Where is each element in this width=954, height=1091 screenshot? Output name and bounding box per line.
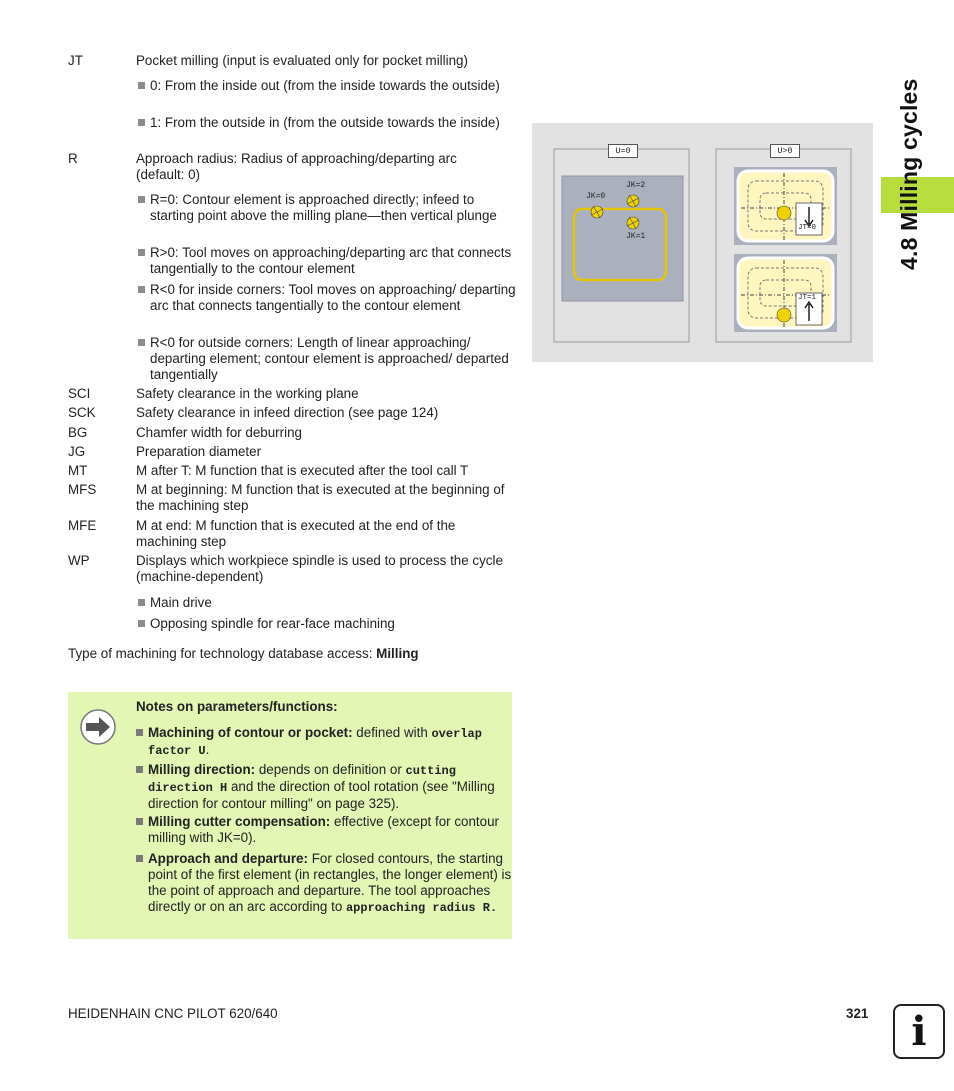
page-number: 321 [846,1006,869,1021]
tool-icon-jk0 [591,206,603,218]
chapter-title: 4.8 Milling cycles [896,78,922,270]
param-key-jt: JT [68,53,83,68]
milling-diagram [532,123,873,362]
jt-option-0: 0: From the inside out (from the inside towards the outside) [138,78,518,94]
param-key-wp: WP [68,553,90,568]
param-desc-mt: M after T: M function that is executed after the tool call T [136,463,469,478]
info-icon: i [893,1004,945,1059]
note-item-cutter-compensation: Milling cutter compensation: effective (except for contour milling with JK=0). [136,814,516,846]
label-jk1: JK=1 [626,232,646,241]
jt-option-1: 1: From the outside in (from the outside towards the inside) [138,115,518,131]
note-item-contour-pocket: Machining of contour or pocket: defined with overlap factor U. [136,725,516,759]
r-option-3: R<0 for outside corners: Length of linear approaching/ departing element; contour element is approached/ departed tangentially [138,335,518,383]
note-item-milling-direction: Milling direction: depends on definition or cutting direction H and the direction of tool rotation (see "Milling direction for contour milling" on page 325). [136,762,516,812]
wp-option-1: Opposing spindle for rear-face machining [138,616,518,632]
r-option-0: R=0: Contour element is approached directly; infeed to starting point above the milling plane—then vertical plunge [138,192,518,224]
arrow-right-icon [78,707,118,747]
param-key-r: R [68,151,78,166]
tool-icon-jt1 [777,308,791,322]
note-item-approach-departure: Approach and departure: For closed contours, the starting point of the first element (in rectangles, the longer element) is the point of approach and departure. The tool approaches directly or on an arc according to approaching radius R. [136,851,516,916]
param-desc-mfs: M at beginning: M function that is executed at the beginning of the machining step [136,482,505,513]
param-desc-jg: Preparation diameter [136,444,262,459]
label-jk0: JK=0 [586,192,606,201]
label-u-zero: U=0 [608,144,638,158]
param-desc-sci: Safety clearance in the working plane [136,386,359,401]
tool-icon-jk1 [627,217,639,229]
param-key-mfe: MFE [68,518,97,533]
footer-product: HEIDENHAIN CNC PILOT 620/640 [68,1006,278,1021]
machining-type-value: Milling [376,646,419,661]
param-desc-wp: Displays which workpiece spindle is used to process the cycle (machine-dependent) [136,553,503,584]
param-key-mt: MT [68,463,88,478]
label-u-positive: U>0 [770,144,800,158]
param-key-sck: SCK [68,405,96,420]
r-option-2: R<0 for inside corners: Tool moves on approaching/ departing arc that connects tangentially to the contour element [138,282,518,314]
param-key-jg: JG [68,444,86,459]
label-jk2: JK=2 [626,181,646,190]
r-option-1: R>0: Tool moves on approaching/departing arc that connects tangentially to the contour element [138,245,518,277]
param-desc-sck: Safety clearance in infeed direction (see page 124) [136,405,439,420]
param-desc-r: Approach radius: Radius of approaching/departing arc (default: 0) [136,151,457,182]
param-key-mfs: MFS [68,482,97,497]
notes-title: Notes on parameters/functions: [136,699,338,714]
label-jt1: JT=1 [798,294,817,302]
param-desc-bg: Chamfer width for deburring [136,425,302,440]
wp-option-0: Main drive [138,595,518,611]
param-desc-jt: Pocket milling (input is evaluated only for pocket milling) [136,53,468,68]
param-key-sci: SCI [68,386,91,401]
tool-icon-jk2 [627,195,639,207]
label-jt0: JT=0 [798,224,817,232]
tool-icon-jt0 [777,206,791,220]
machining-type-line: Type of machining for technology database access: Milling [68,646,419,661]
param-key-bg: BG [68,425,88,440]
param-desc-mfe: M at end: M function that is executed at the end of the machining step [136,518,456,549]
